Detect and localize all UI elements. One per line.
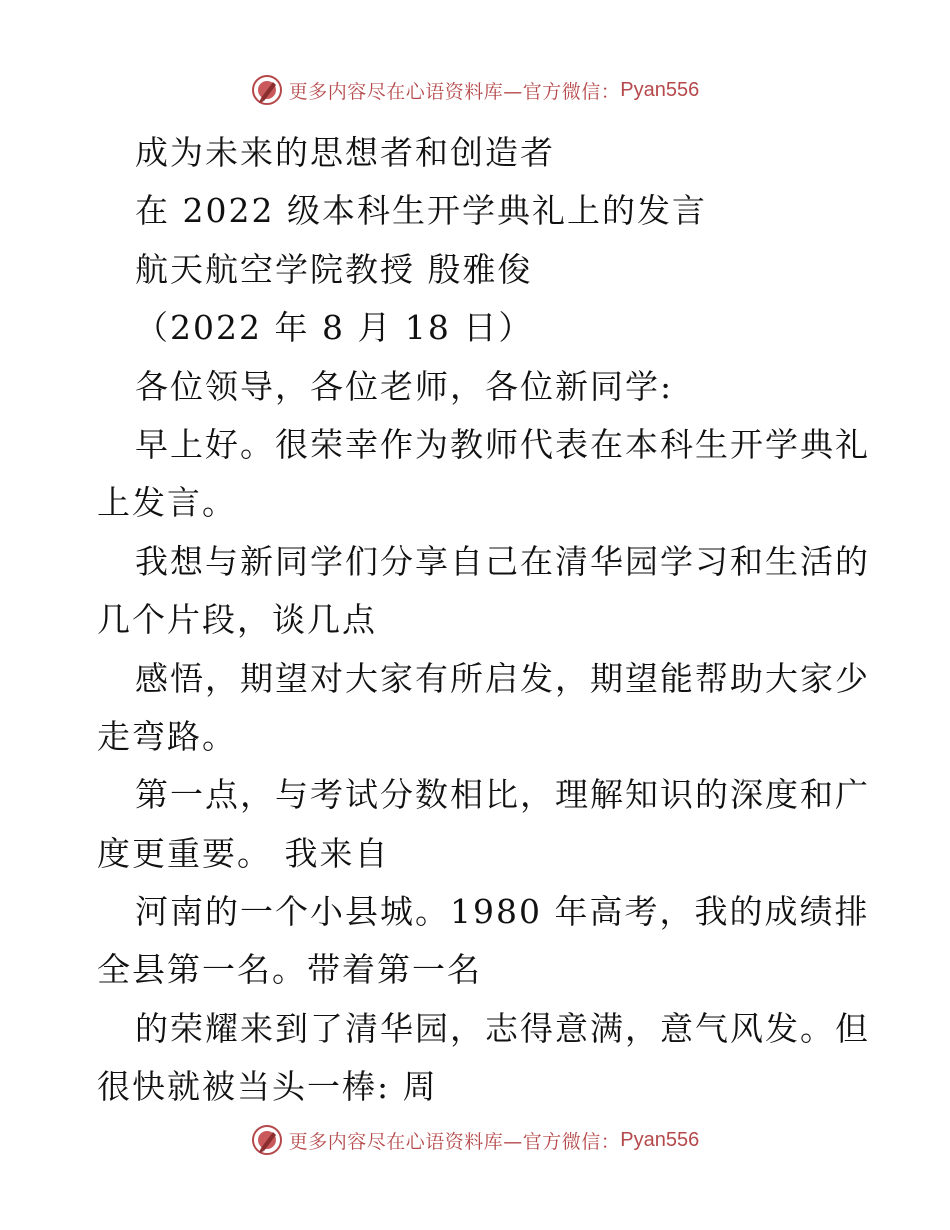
text-line: 第一点，与考试分数相比，理解知识的深度和广 [135,775,870,815]
text-line: 感悟，期望对大家有所启发，期望能帮助大家少 [135,658,870,698]
text-line: 早上好。很荣幸作为教师代表在本科生开学典礼 [135,424,870,464]
text-line: 几个片段，谈几点 [97,600,377,640]
text-line: 度更重要。 我来自 [97,833,390,873]
text-line: 走弯路。 [97,716,237,756]
pen-logo-icon [251,74,283,106]
text-line: 河南的一个小县城。1980 年高考，我的成绩排 [135,892,870,932]
watermark-brand: Pyan556 [620,1128,700,1151]
footer-watermark [0,1122,950,1158]
document-body [97,124,870,1117]
text-line: 在 2022 级本科生开学典礼上的发言 [135,191,707,231]
text-line: 的荣耀来到了清华园，志得意满，意气风发。但 [135,1008,870,1048]
header-watermark [0,72,950,108]
text-line: （2022 年 8 月 18 日） [135,308,534,348]
text-line: 各位领导，各位老师，各位新同学: [135,366,674,406]
watermark-text: 更多内容尽在心语资料库—官方微信： [288,80,621,103]
watermark-text: 更多内容尽在心语资料库—官方微信： [288,1130,621,1153]
text-line: 很快就被当头一棒: 周 [97,1067,438,1107]
watermark-brand: Pyan556 [620,78,700,101]
text-line: 航天航空学院教授 殷雅俊 [135,249,533,289]
text-line: 上发言。 [97,483,237,523]
text-line: 成为未来的思想者和创造者 [135,133,555,172]
text-line: 全县第一名。带着第一名 [97,950,482,990]
pen-logo-icon [251,1124,283,1156]
text-line: 我想与新同学们分享自己在清华园学习和生活的 [135,541,870,581]
